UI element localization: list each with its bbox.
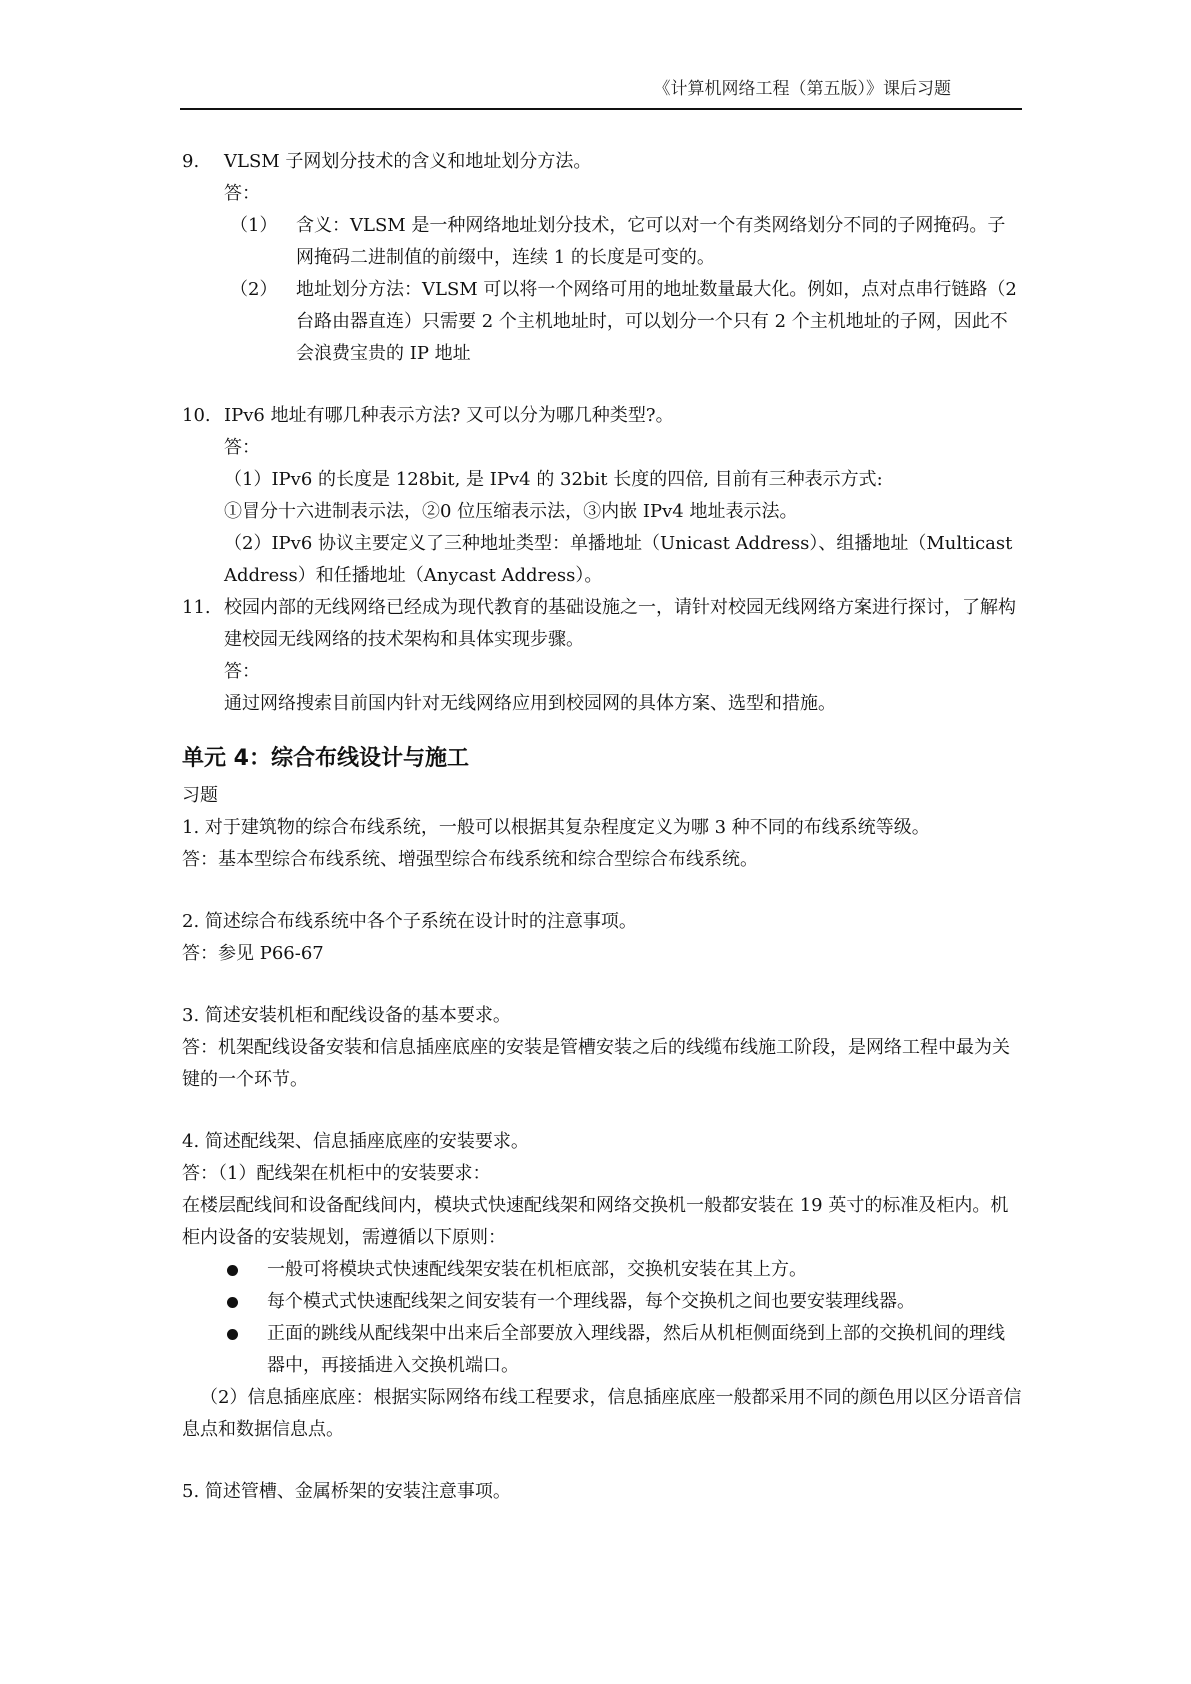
answer-line: （1）IPv6 的长度是 128bit, 是 IPv4 的 32bit 长度的四倍, 目前有三种表示方式: [224, 469, 883, 490]
unit4-question-1: 1. 对于建筑物的综合布线系统，一般可以根据其复杂程度定义为哪 3 种不同的布线系统等级。 [182, 817, 930, 838]
item-text: 含义：VLSM 是一种网络地址划分技术，它可以对一个有类网络划分不同的子网掩码。子网掩码二进制值的前缀中，连续 1 的长度是可变的。 [296, 215, 1006, 268]
answer-item [182, 274, 1022, 370]
bullet-dot-icon [227, 1265, 238, 1276]
item-text: 地址划分方法：VLSM 可以将一个网络可用的地址数量最大化。例如，点对点串行链路（2 台路由器直连）只需要 2 个主机地址时，可以划分一个只有 2 个主机地址的子网，因此不会浪费宝贵的 IP 地址 [296, 279, 1017, 364]
running-header: 《计算机网络工程（第五版）》课后习题 [653, 79, 951, 99]
item-number: （2） [230, 279, 278, 300]
spacer [182, 370, 1022, 400]
spacer [182, 876, 1022, 906]
unit4-answer-4-part2: （2）信息插座底座：根据实际网络布线工程要求，信息插座底座一般都采用不同的颜色用以区分语音信息点和数据信息点。 [182, 1387, 1022, 1440]
unit4-answer-4-para: 在楼层配线间和设备配线间内，模块式快速配线架和网络交换机一般都安装在 19 英寸的标准及柜内。机柜内设备的安装规划，需遵循以下原则： [182, 1195, 1009, 1248]
question-number: 11. [182, 597, 211, 618]
answer-label: 答： [224, 183, 260, 204]
question-text: VLSM 子网划分技术的含义和地址划分方法。 [224, 151, 592, 172]
header-rule [180, 108, 1022, 110]
unit4-answer-3: 答：机架配线设备安装和信息插座底座的安装是管槽安装之后的线缆布线施工阶段，是网络工程中最为关键的一个环节。 [182, 1037, 1010, 1090]
unit4-question-3: 3. 简述安装机柜和配线设备的基本要求。 [182, 1005, 511, 1026]
answer-item [182, 210, 1022, 274]
bullet-item [182, 1286, 1022, 1318]
unit4-answer-4-intro: 答：（1）配线架在机柜中的安装要求： [182, 1163, 491, 1184]
bullet-item [182, 1254, 1022, 1286]
question-9 [182, 146, 1022, 178]
bullet-dot-icon [227, 1297, 238, 1308]
question-10 [182, 400, 1022, 432]
question-11 [182, 592, 1022, 656]
answer-line: （2）IPv6 协议主要定义了三种地址类型：单播地址（Unicast Address）、组播地址（Multicast Address）和任播地址（Anycast Address）。 [224, 533, 1013, 586]
unit4-question-2: 2. 简述综合布线系统中各个子系统在设计时的注意事项。 [182, 911, 637, 932]
unit4-question-5: 5. 简述管槽、金属桥架的安装注意事项。 [182, 1481, 511, 1502]
question-number: 10. [182, 405, 211, 426]
bullet-text: 一般可将模块式快速配线架安装在机柜底部，交换机安装在其上方。 [267, 1259, 807, 1280]
spacer [182, 720, 1022, 738]
page-content [182, 146, 1022, 1508]
bullet-text: 正面的跳线从配线架中出来后全部要放入理线器，然后从机柜侧面绕到上部的交换机间的理线器中，再接插进入交换机端口。 [267, 1323, 1005, 1376]
answer-label: 答： [224, 661, 260, 682]
question-number: 9. [182, 151, 200, 172]
section-title: 单元 4：综合布线设计与施工 [182, 746, 469, 771]
answer-line: ①冒分十六进制表示法，②0 位压缩表示法，③内嵌 IPv4 地址表示法。 [224, 501, 798, 522]
question-text: IPv6 地址有哪几种表示方法? 又可以分为哪几种类型?。 [224, 405, 674, 426]
spacer [182, 970, 1022, 1000]
answer-label: 答： [224, 437, 260, 458]
unit4-answer-2: 答：参见 P66-67 [182, 943, 324, 964]
question-text: 校园内部的无线网络已经成为现代教育的基础设施之一，请针对校园无线网络方案进行探讨，了解构建校园无线网络的技术架构和具体实现步骤。 [224, 597, 1016, 650]
bullet-item [182, 1318, 1022, 1382]
bullet-text: 每个模式式快速配线架之间安装有一个理线器，每个交换机之间也要安装理线器。 [267, 1291, 915, 1312]
unit4-question-4: 4. 简述配线架、信息插座底座的安装要求。 [182, 1131, 529, 1152]
answer-text: 通过网络搜索目前国内针对无线网络应用到校园网的具体方案、选型和措施。 [224, 693, 836, 714]
exercises-label: 习题 [182, 785, 218, 806]
unit4-answer-1: 答：基本型综合布线系统、增强型综合布线系统和综合型综合布线系统。 [182, 849, 758, 870]
spacer [182, 1446, 1022, 1476]
bullet-dot-icon [227, 1329, 238, 1340]
spacer [182, 1096, 1022, 1126]
item-number: （1） [230, 215, 278, 236]
